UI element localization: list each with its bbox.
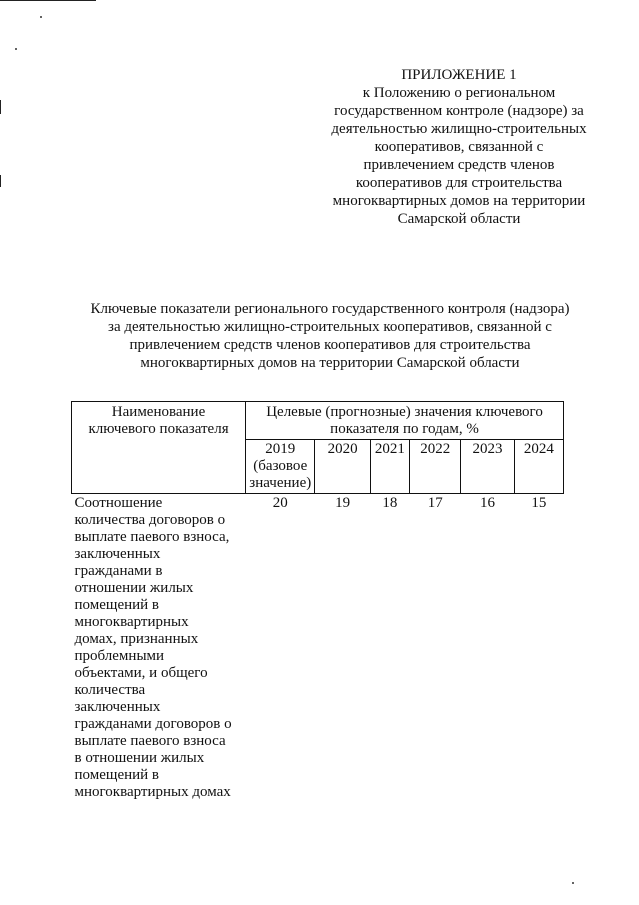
value-2020: 19 xyxy=(315,494,370,803)
header-indicator-name xyxy=(72,402,246,494)
indicator-name-line: объектами, и общего xyxy=(74,665,208,681)
year-header-2020 xyxy=(315,440,370,494)
value-2019: 20 xyxy=(246,494,315,803)
appendix-line: деятельностью жилищно-строительных xyxy=(331,121,587,137)
appendix-line: Самарской области xyxy=(397,211,521,227)
table-header-row xyxy=(72,402,564,440)
value-2022: 17 xyxy=(410,494,461,803)
appendix-line: кооперативов, связанной с xyxy=(374,139,544,155)
header-text: показателя по годам, % xyxy=(330,421,479,437)
indicator-name-line: Соотношение xyxy=(74,495,163,511)
indicator-name-line: многоквартирных xyxy=(74,614,189,630)
indicator-name-line: многоквартирных домах xyxy=(74,784,231,800)
value-2024: 15 xyxy=(514,494,563,803)
year-text: 2019 xyxy=(265,441,296,457)
scan-speck xyxy=(40,16,42,18)
year-text: 2020 xyxy=(327,441,358,457)
document-title-line: Ключевые показатели регионального государственного контроля (надзора) xyxy=(90,301,570,317)
indicator-name-line: проблемными xyxy=(74,648,165,664)
year-header-2022 xyxy=(410,440,461,494)
appendix-title: ПРИЛОЖЕНИЕ 1 xyxy=(401,67,517,83)
header-text: Наименование xyxy=(111,404,206,420)
scan-margin-tick xyxy=(0,175,1,187)
document-title-line: привлечением средств членов кооперативов для строительства xyxy=(129,337,531,353)
table-row xyxy=(72,494,564,803)
appendix-line: к Положению о региональном xyxy=(362,85,556,101)
header-target-values xyxy=(246,402,564,440)
year-header-2023 xyxy=(461,440,514,494)
indicator-name-line: выплате паевого взноса, xyxy=(74,529,230,545)
value-2021: 18 xyxy=(370,494,409,803)
document-title-line: за деятельностью жилищно-строительных кооперативов, связанной с xyxy=(108,319,552,335)
year-text: 2022 xyxy=(420,441,451,457)
year-header-2024 xyxy=(514,440,563,494)
document-title xyxy=(60,300,600,372)
header-text: Целевые (прогнозные) значения ключевого xyxy=(266,404,543,420)
indicator-name-line: домах, признанных xyxy=(74,631,199,647)
year-header-2019 xyxy=(246,440,315,494)
scan-margin-tick xyxy=(0,100,1,114)
year-text: (базовое xyxy=(253,458,308,474)
indicator-name-line: заключенных xyxy=(74,699,161,715)
appendix-line: многоквартирных домов на территории xyxy=(332,193,586,209)
kpi-table xyxy=(71,401,564,802)
scan-speck xyxy=(572,882,574,884)
indicator-name-cell xyxy=(72,494,246,803)
indicator-name-line: помещений в xyxy=(74,767,160,783)
indicator-name-line: гражданами в xyxy=(74,563,163,579)
indicator-name-line: заключенных xyxy=(74,546,161,562)
year-text: 2023 xyxy=(472,441,503,457)
indicator-name-line: отношении жилых xyxy=(74,580,194,596)
scan-edge-line xyxy=(0,0,96,1)
appendix-line: государственном контроле (надзоре) за xyxy=(334,103,584,119)
indicator-name-line: гражданами договоров о xyxy=(74,716,232,732)
document-title-line: многоквартирных домов на территории Самарской области xyxy=(140,355,520,371)
appendix-header xyxy=(318,66,600,228)
year-header-2021 xyxy=(370,440,409,494)
year-text: значение) xyxy=(249,475,312,491)
indicator-name-line: количества договоров о xyxy=(74,512,226,528)
indicator-name-line: помещений в xyxy=(74,597,160,613)
indicator-name-line: количества xyxy=(74,682,146,698)
value-2023: 16 xyxy=(461,494,514,803)
year-text: 2021 xyxy=(374,441,405,457)
year-text: 2024 xyxy=(523,441,554,457)
header-text: ключевого показателя xyxy=(88,421,229,437)
appendix-line: привлечением средств членов xyxy=(363,157,555,173)
scan-speck xyxy=(15,48,17,50)
appendix-line: кооперативов для строительства xyxy=(355,175,563,191)
indicator-name-line: в отношении жилых xyxy=(74,750,205,766)
indicator-name-line: выплате паевого взноса xyxy=(74,733,226,749)
